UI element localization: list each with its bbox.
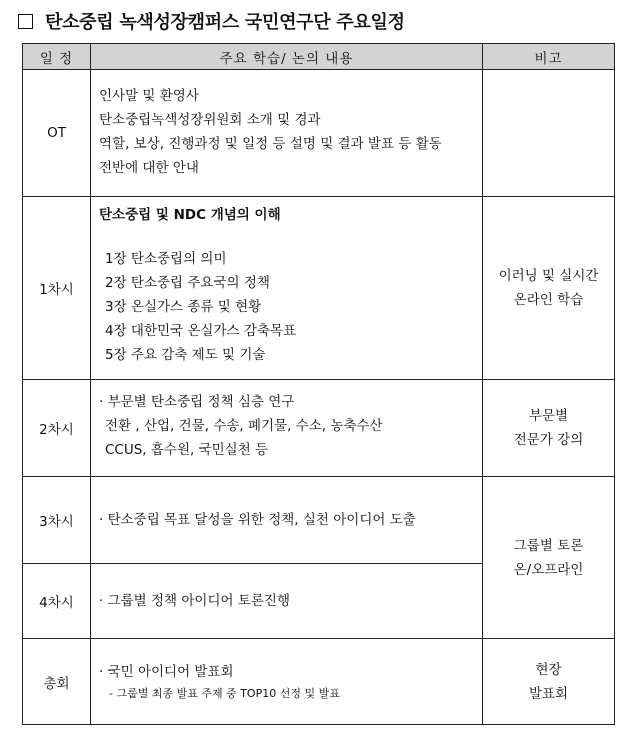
content-line: 전반에 대한 안내 (99, 160, 199, 176)
content-line: 전환 , 산업, 건물, 수송, 폐기물, 수소, 농축수산 (105, 418, 383, 434)
note-line: 부문별 (528, 408, 569, 424)
note-line: 전문가 강의 (513, 432, 584, 448)
row-note (483, 639, 615, 725)
content-line: 5장 주요 감축 제도 및 기술 (105, 347, 266, 363)
content-line: CCUS, 흡수원, 국민실천 등 (105, 442, 269, 458)
table-row (23, 380, 615, 477)
content-line: 4장 대한민국 온실가스 감축목표 (105, 323, 296, 339)
note-line: 그룹별 토론 (513, 537, 584, 554)
content-line: 3장 온실가스 종류 및 현황 (105, 299, 262, 315)
row-content (91, 70, 483, 197)
row-label: 4차시 (23, 564, 91, 639)
row-note (483, 70, 615, 197)
row-label: 2차시 (23, 380, 91, 477)
content-line: 탄소중립녹색성장위원회 소개 및 경과 (99, 112, 321, 128)
table-row (23, 477, 615, 564)
header-remarks: 비고 (483, 44, 615, 70)
header-row (23, 44, 615, 70)
row-label: 3차시 (23, 477, 91, 564)
row-content (91, 477, 483, 564)
content-heading: 탄소중립 및 NDC 개념의 이해 (99, 207, 281, 223)
row-content (91, 564, 483, 639)
header-content: 주요 학습/ 논의 내용 (91, 44, 483, 70)
note-line: 이러닝 및 실시간 (498, 268, 599, 284)
row-content (91, 380, 483, 477)
table-row (23, 639, 615, 725)
note-line: 온/오프라인 (513, 561, 584, 578)
content-subline: - 그룹별 최종 발표 주제 중 TOP10 선정 및 발표 (109, 686, 340, 700)
row-content (91, 197, 483, 380)
header-schedule: 일 정 (23, 44, 91, 70)
content-line: 2장 탄소중립 주요국의 정책 (105, 275, 270, 291)
content-line: · 그룹별 정책 아이디어 토론진행 (99, 593, 290, 609)
note-line: 현장 (535, 661, 562, 678)
content-line: 1장 탄소중립의 의미 (105, 251, 227, 267)
note-line: 발표회 (528, 685, 569, 702)
schedule-table (22, 43, 615, 725)
content-line: 역할, 보상, 진행과정 및 일정 등 설명 및 결과 발표 등 활동 (99, 136, 442, 152)
content-line: · 국민 아이디어 발표회 (99, 663, 234, 680)
title-text: 탄소중립 녹색성장캠퍼스 국민연구단 주요일정 (45, 12, 405, 33)
note-line: 온라인 학습 (513, 292, 584, 308)
row-note (483, 477, 615, 639)
table-row (23, 70, 615, 197)
row-note (483, 380, 615, 477)
document-title (18, 6, 405, 36)
content-line: · 부문별 탄소중립 정책 심층 연구 (99, 394, 295, 410)
content-line: 인사말 및 환영사 (99, 88, 199, 104)
row-content (91, 639, 483, 725)
checkbox-square-icon (18, 14, 33, 29)
content-line: · 탄소중립 목표 달성을 위한 정책, 실천 아이디어 도출 (99, 512, 416, 528)
row-label: 1차시 (23, 197, 91, 380)
row-label: OT (23, 70, 91, 197)
row-label: 총회 (23, 639, 91, 725)
row-note (483, 197, 615, 380)
table-row (23, 197, 615, 380)
